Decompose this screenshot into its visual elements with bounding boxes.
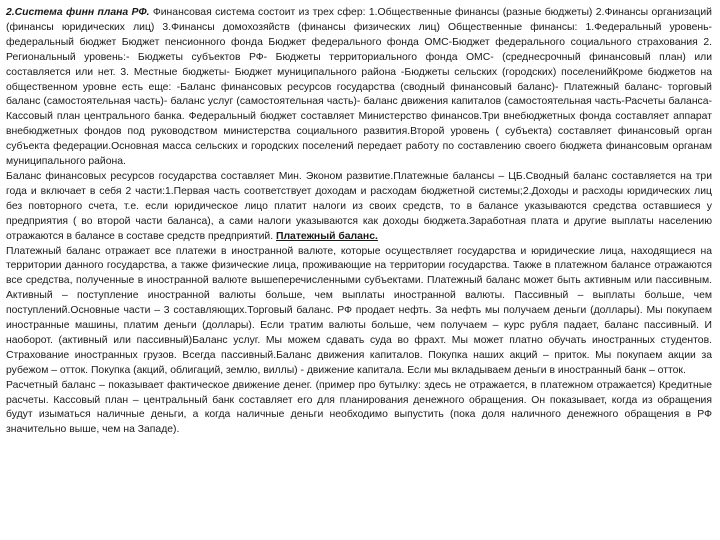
paragraph-text: Расчетный баланс – показывает фактическое движение денег. (пример про бутылку: здесь не отражается, в платежном отражается) Кредитные расчеты. Кассовый план – центральный банк составляет его для планирования денежного обращения. Он показывает, когда из обращения будут изыматься наличные деньги, а когда наличные деньги необходимо выпустить (пока доля наличного денежного обращения в РФ значительно выше, чем на Западе). (6, 379, 712, 436)
paragraph-text: Финансовая система состоит из трех сфер: 1.Общественные финансы (разные бюджеты) 2.Финансы организаций (финансы юридических лиц) 3.Финансы домохозяйств (финансы физических лиц) Общественные финансы: 1.Федеральный уровень-федеральный бюджет Бюджет пенсионного фонда Бюджет федерального фонда ОМС-Бюджет федерального социального страхования 2. Региональный уровень:- Бюджеты субъектов РФ- Бюджеты территориального фонда ОМС- (среднесрочный финансовый план) или составляется или нет. 3. Местные бюджеты- Бюджет муниципального района -Бюджеты сельских (городских) поселенийКроме бюджетов на общественном уровне есть еще: -Баланс финансовых ресурсов государства (сводный финансовый баланс)- Платежный баланс- торговый баланс (самостоятельная часть)- баланс услуг (самостоятельная часть)- баланс движения капиталов (самостоятельная часть-Расчеты баланса- Кассовый план центрального банка. Федеральный бюджет составляет Министерство финансов.Три внебюджетных фонда составляет аппарат внебюджетных фондов под руководством министерства социального развития.Второй уровень ( субъекта) составляет финансовый орган субъекта федерации.Основная масса сельских и городских поселений передает работу по составлению своего бюджета финансовым органам муниципального района. (6, 7, 712, 168)
document-page (6, 6, 712, 438)
paragraph-text: Платежный баланс отражает все платежи в иностранной валюте, которые осуществляет государства и юридические лица, находящиеся на территории данного государства, а также физические лица, проживающие на территории государства. Также в платежном балансе отражаются все средства, полученные в иностранной валюте вышеперечисленными субъектами. Платежный баланс может быть активным или пассивным. Активный – поступление иностранной валюты больше, чем выплаты иностранной валюты. Пассивный – выплаты больше, чем поступлений.Основные части – 3 составляющих.Торговый баланс. РФ продает нефть. За нефть мы получаем деньги (доллары). Мы покупаем иностранные машины, платим деньги (доллары). Если тратим валюты больше, чем получаем – курс рубля падает, баланс пассивный. И наоборот. (активный или пассивный)Баланс услуг. Мы можем сдавать суда во фрахт. Мы может платно обучать иностранных студентов. Страхование иностранных грузов. Всегда пассивный.Баланс движения капиталов. Покупка наших акций – приток. Мы покупаем акции за рубежом – отток. Покупка (акций, облигаций, землю, виллы) - движение капитала. Если мы вкладываем деньги в иностранный банк – отток. (6, 245, 712, 376)
paragraph-text: Баланс финансовых ресурсов государства составляет Мин. Эконом развитие.Платежные балансы – ЦБ.Сводный баланс составляется на три года и включает в себя 2 части:1.Первая часть соответствует доходам и расходам бюджетной системы;2.Доходы и расходы юридических лиц без повторного счета, т.е. если юридическое лицо платит налоги из своих средств, то в балансе указываются средства оставшиеся у предприятия ( во второй части баланса), а сами налоги указываются как доходы бюджета.Заработная плата и другие выплаты населению отражаются в балансе в составе средств предприятий. (6, 170, 712, 242)
paragraph-settlement-balance (6, 379, 712, 439)
paragraph-resource-balance (6, 170, 712, 245)
section-heading: 2.Система финн плана РФ. (6, 7, 150, 18)
paragraph-payment-balance (6, 245, 712, 379)
paragraph-financial-system (6, 6, 712, 170)
subheading-payment-balance: Платежный баланс. (275, 230, 378, 242)
